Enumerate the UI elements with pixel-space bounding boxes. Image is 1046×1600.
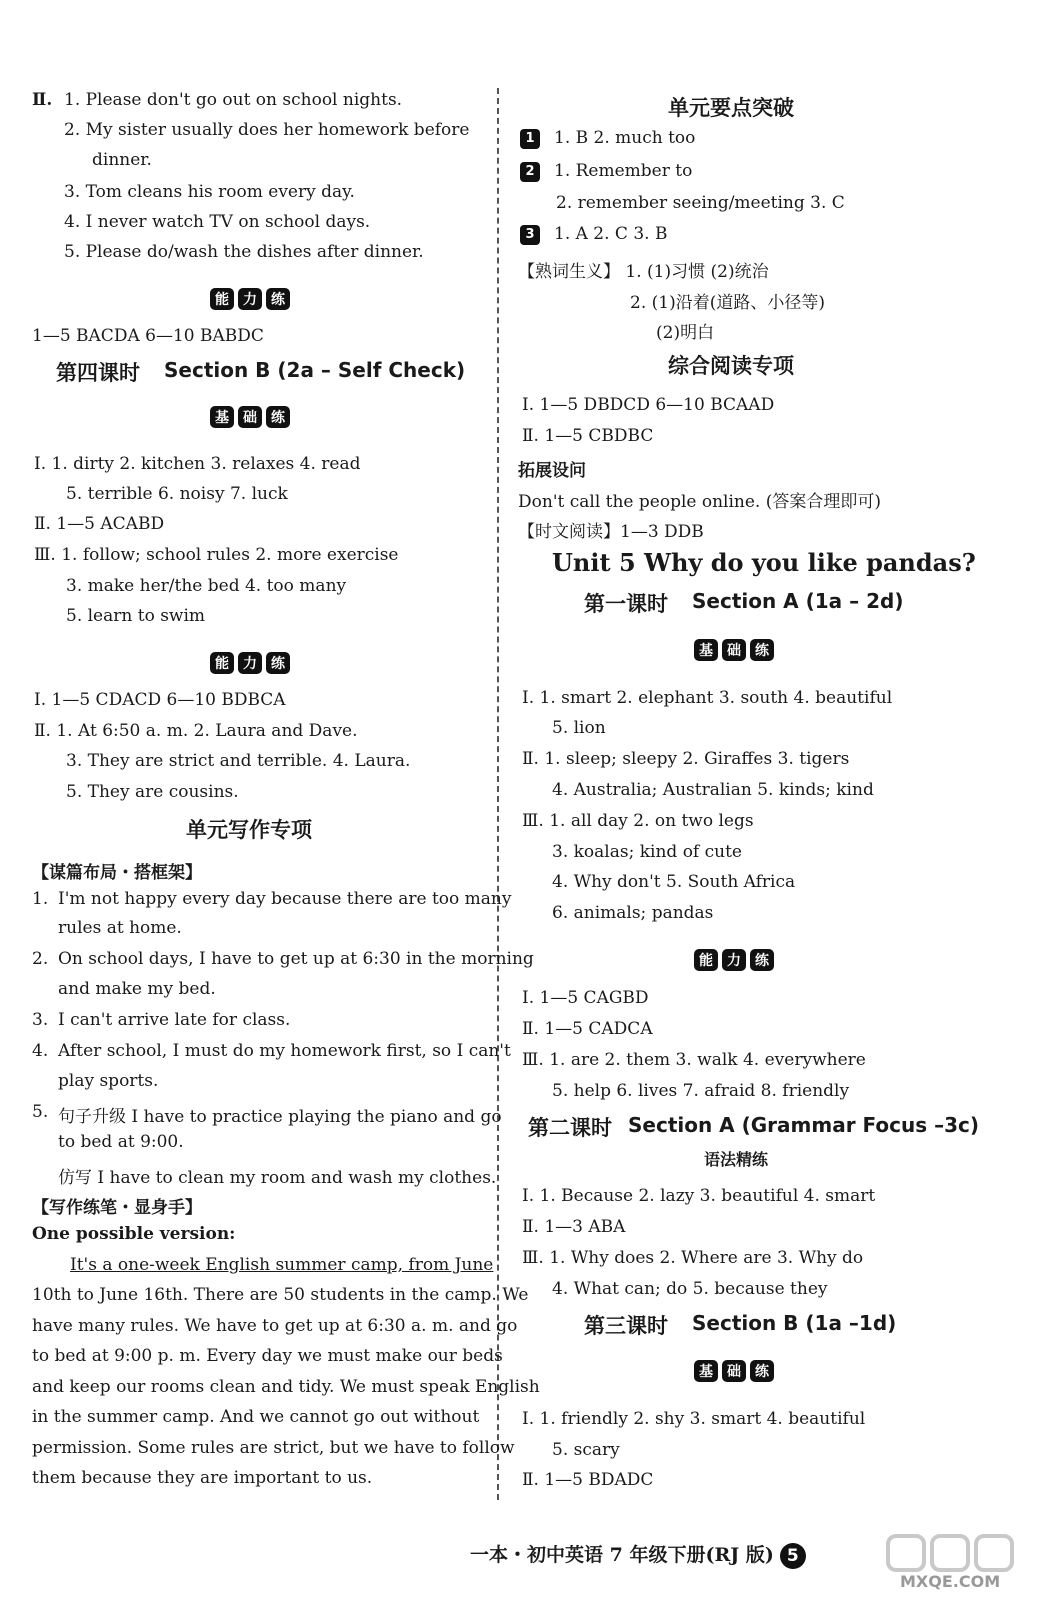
item-number: 3. — [32, 1010, 49, 1030]
lesson-title-cn: 第二课时 — [528, 1116, 612, 1140]
grammar-label: 语法精练 — [704, 1150, 769, 1169]
answer-line — [520, 128, 695, 149]
badge-char: 练 — [266, 406, 290, 428]
subsection-label: 拓展设问 — [518, 461, 586, 481]
point-number-icon: 3 — [520, 225, 540, 245]
answer-line: Ⅱ. 1—5 BDADC — [522, 1470, 654, 1490]
vocab-line: 【熟词生义】 1. (1)习惯 (2)统治 — [518, 262, 769, 282]
item-number: 1. — [32, 889, 49, 909]
lesson-title-cn: 第三课时 — [584, 1314, 668, 1338]
answer-line: 5. scary — [552, 1440, 620, 1460]
basic-practice-badge — [694, 1360, 774, 1382]
answer-line — [520, 224, 667, 245]
page-number: 5 — [780, 1543, 806, 1569]
item-text: to bed at 9:00. — [58, 1132, 184, 1152]
item-text: play sports. — [58, 1071, 159, 1091]
answer-line: 3. They are strict and terrible. 4. Laura. — [66, 751, 411, 771]
badge-char: 练 — [266, 288, 290, 310]
lesson-title-cn: 第一课时 — [584, 592, 668, 616]
section-numeral: Ⅱ. — [32, 90, 53, 110]
item-text: and make my bed. — [58, 979, 216, 999]
vocab-line: (2)明白 — [656, 323, 715, 343]
badge-char: 练 — [750, 1360, 774, 1382]
badge-char: 力 — [238, 652, 262, 674]
subsection-label: 【写作练笔・显身手】 — [32, 1198, 202, 1218]
badge-char: 基 — [694, 639, 718, 661]
answer-line: dinner. — [92, 150, 152, 170]
item-text: 句子升级 I have to practice playing the piano and go — [58, 1107, 502, 1127]
answer-line: Ⅱ. 1—5 CADCA — [522, 1019, 653, 1039]
essay-line: to bed at 9:00 p. m. Every day we must make our beds — [32, 1346, 503, 1366]
answer-line: Don't call the people online. (答案合理即可) — [518, 492, 882, 512]
badge-char: 力 — [238, 288, 262, 310]
unit-title: Unit 5 Why do you like pandas? — [552, 548, 976, 577]
answer-line: Ⅱ. 1—5 ACABD — [34, 514, 165, 534]
badge-char: 能 — [694, 949, 718, 971]
reading-section-title: 综合阅读专项 — [668, 354, 794, 378]
item-number: 5. — [32, 1102, 49, 1122]
point-number-icon: 2 — [520, 162, 540, 182]
badge-char: 基 — [694, 1360, 718, 1382]
answer-line: 3. koalas; kind of cute — [552, 842, 742, 862]
essay-line: 10th to June 16th. There are 50 students in the camp. We — [32, 1285, 529, 1305]
lesson-title-en: Section B (2a – Self Check) — [164, 358, 466, 382]
answer-line: 3. make her/the bed 4. too many — [66, 576, 347, 596]
page-footer — [470, 1540, 806, 1569]
answer-text: 1. A 2. C 3. B — [554, 224, 668, 244]
answer-text: 1. Remember to — [554, 161, 693, 181]
answer-line: Ⅱ. 1—3 ABA — [522, 1217, 626, 1237]
item-text: After school, I must do my homework first, so I can't — [58, 1041, 511, 1061]
vocab-line: 2. (1)沿着(道路、小径等) — [630, 293, 825, 313]
lesson-title-cn: 第四课时 — [56, 361, 140, 385]
essay-line: and keep our rooms clean and tidy. We must speak English — [32, 1377, 540, 1397]
ability-practice-badge — [210, 652, 290, 674]
sample-label: One possible version: — [32, 1224, 236, 1244]
essay-line: It's a one-week English summer camp, from June — [70, 1255, 494, 1275]
ability-practice-badge — [210, 288, 290, 310]
answer-line: Ⅰ. 1—5 DBDCD 6—10 BCAAD — [522, 395, 775, 415]
answer-text: 1. B 2. much too — [554, 128, 696, 148]
answer-line: Ⅰ. 1. smart 2. elephant 3. south 4. beautiful — [522, 688, 893, 708]
badge-char: 练 — [750, 949, 774, 971]
lesson-title-en: Section B (1a –1d) — [692, 1311, 897, 1335]
answer-line: Ⅰ. 1. friendly 2. shy 3. smart 4. beautiful — [522, 1409, 866, 1429]
point-number-icon: 1 — [520, 129, 540, 149]
answer-line: Ⅰ. 1—5 CAGBD — [522, 988, 649, 1008]
answer-line: 1. Please don't go out on school nights. — [64, 90, 403, 110]
subsection-label: 【谋篇布局・搭框架】 — [32, 863, 202, 883]
unit-points-title: 单元要点突破 — [668, 96, 794, 120]
imitation-line: 仿写 I have to clean my room and wash my clothes. — [58, 1168, 497, 1188]
badge-char: 础 — [238, 406, 262, 428]
answer-line: Ⅲ. 1. follow; school rules 2. more exercise — [34, 545, 399, 565]
answer-line: Ⅰ. 1. Because 2. lazy 3. beautiful 4. smart — [522, 1186, 876, 1206]
answer-line: 【时文阅读】1—3 DDB — [518, 522, 704, 542]
answer-line: 4. Australia; Australian 5. kinds; kind — [552, 780, 874, 800]
badge-char: 练 — [266, 652, 290, 674]
badge-char: 基 — [210, 406, 234, 428]
item-text: On school days, I have to get up at 6:30 in the morning — [58, 949, 534, 969]
item-text: I can't arrive late for class. — [58, 1010, 291, 1030]
essay-line: permission. Some rules are strict, but we have to follow — [32, 1438, 515, 1458]
badge-char: 力 — [722, 949, 746, 971]
badge-char: 能 — [210, 652, 234, 674]
lesson-title-en: Section A (1a – 2d) — [692, 589, 904, 613]
essay-line: in the summer camp. And we cannot go out without — [32, 1407, 480, 1427]
answer-line: 5. help 6. lives 7. afraid 8. friendly — [552, 1081, 850, 1101]
answer-line: Ⅱ. 1. At 6:50 a. m. 2. Laura and Dave. — [34, 721, 358, 741]
item-number: 4. — [32, 1041, 49, 1061]
answer-line: Ⅲ. 1. Why does 2. Where are 3. Why do — [522, 1248, 864, 1268]
answer-line: 4. What can; do 5. because they — [552, 1279, 828, 1299]
item-text: I'm not happy every day because there are too many — [58, 889, 512, 909]
answer-line: 2. remember seeing/meeting 3. C — [556, 193, 845, 213]
ability-practice-badge — [694, 949, 774, 971]
footer-title: 一本・初中英语 7 年级下册(RJ 版) — [470, 1544, 774, 1566]
writing-section-title: 单元写作专项 — [186, 818, 312, 842]
answer-line: Ⅰ. 1—5 CDACD 6—10 BDBCA — [34, 690, 286, 710]
answer-line: Ⅲ. 1. are 2. them 3. walk 4. everywhere — [522, 1050, 866, 1070]
basic-practice-badge — [210, 406, 290, 428]
lesson-title-en: Section A (Grammar Focus –3c) — [628, 1113, 980, 1137]
essay-line: have many rules. We have to get up at 6:30 a. m. and go — [32, 1316, 518, 1336]
answer-line — [520, 161, 692, 182]
answer-line: 4. I never watch TV on school days. — [64, 212, 371, 232]
item-text: rules at home. — [58, 918, 182, 938]
answer-line: 5. lion — [552, 718, 606, 738]
item-number: 2. — [32, 949, 49, 969]
answer-line: Ⅰ. 1. dirty 2. kitchen 3. relaxes 4. read — [34, 454, 361, 474]
answer-line: 6. animals; pandas — [552, 903, 714, 923]
answer-line: Ⅲ. 1. all day 2. on two legs — [522, 811, 754, 831]
answer-line: 5. terrible 6. noisy 7. luck — [66, 484, 288, 504]
basic-practice-badge — [694, 639, 774, 661]
answer-line: 5. Please do/wash the dishes after dinner. — [64, 242, 424, 262]
answer-line: Ⅱ. 1—5 CBDBC — [522, 426, 654, 446]
answer-line: Ⅱ. 1. sleep; sleepy 2. Giraffes 3. tigers — [522, 749, 850, 769]
answer-line: 1—5 BACDA 6—10 BABDC — [32, 326, 264, 346]
answer-line: 2. My sister usually does her homework before — [64, 120, 470, 140]
badge-char: 础 — [722, 639, 746, 661]
answer-line: 3. Tom cleans his room every day. — [64, 182, 355, 202]
answer-line: 5. They are cousins. — [66, 782, 239, 802]
badge-char: 练 — [750, 639, 774, 661]
essay-line: them because they are important to us. — [32, 1468, 373, 1488]
answer-line: 5. learn to swim — [66, 606, 206, 626]
badge-char: 能 — [210, 288, 234, 310]
answer-line: 4. Why don't 5. South Africa — [552, 872, 796, 892]
badge-char: 础 — [722, 1360, 746, 1382]
watermark-text: MXQE.COM — [900, 1572, 1001, 1591]
